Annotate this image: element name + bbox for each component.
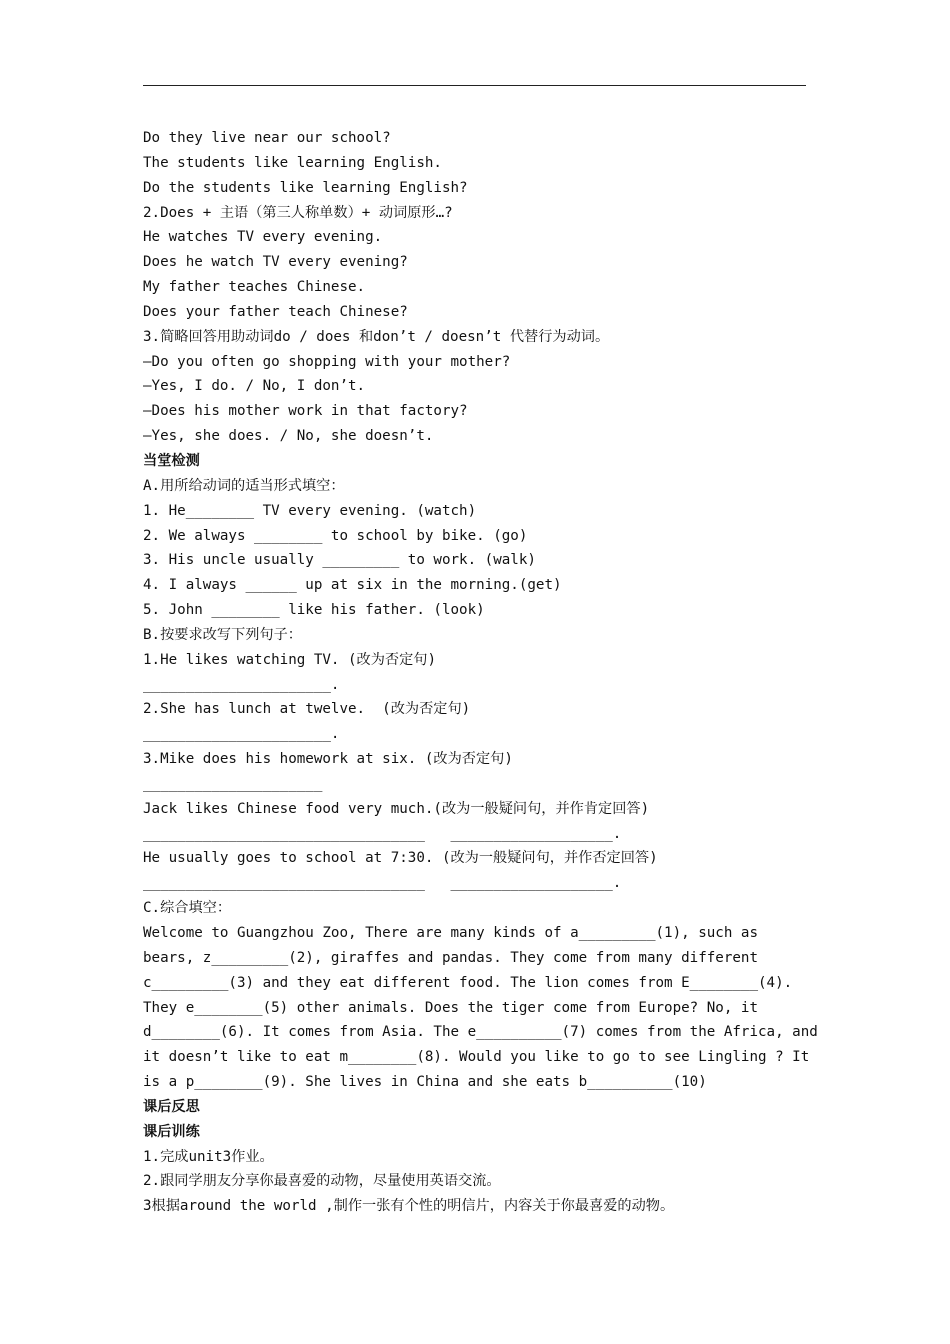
- exercise-item: 2.She has lunch at twelve. (改为否定句): [143, 701, 471, 718]
- text-line: A.用所给动词的适当形式填空：: [143, 477, 345, 494]
- text-line: C.综合填空：: [143, 900, 232, 917]
- section-heading: 课后反思: [143, 1098, 200, 1115]
- text-line: B.按要求改写下列句子：: [143, 626, 302, 643]
- exercise-item: 5. John ________ like his father. (look): [143, 602, 485, 619]
- cloze-line: c_________(3) and they eat different food. The lion comes from E________(4).: [143, 974, 793, 991]
- text-line: —Yes, I do. / No, I don’t.: [143, 378, 366, 395]
- document-body: [143, 126, 818, 1219]
- text-line: Does your father teach Chinese?: [143, 303, 408, 320]
- text-line: The students like learning English.: [143, 154, 442, 171]
- cloze-line: Welcome to Guangzhou Zoo, There are many kinds of a_________(1), such as: [143, 925, 758, 941]
- exercise-item: 4. I always ______ up at six in the morning.(get): [143, 577, 562, 594]
- text-line: 2.Does + 主语（第三人称单数）+ 动词原形…?: [143, 204, 453, 221]
- exercise-item: 1. He________ TV every evening. (watch): [143, 502, 477, 519]
- text-line: Do the students like learning English?: [143, 179, 468, 196]
- exercise-item: 3. His uncle usually _________ to work. (walk): [143, 552, 536, 569]
- cloze-line: bears, z_________(2), giraffes and pandas. They come from many different: [143, 949, 758, 966]
- text-line: Does he watch TV every evening?: [143, 254, 408, 271]
- text-line: He watches TV every evening.: [143, 229, 383, 246]
- text-line: Do they live near our school?: [143, 130, 391, 146]
- cloze-line: They e________(5) other animals. Does the tiger come from Europe? No, it: [143, 999, 758, 1016]
- text-line: —Does his mother work in that factory?: [143, 403, 468, 420]
- text-line: 2.跟同学朋友分享你最喜爱的动物，尽量使用英语交流。: [143, 1173, 501, 1190]
- text-line: 3根据around the world ,制作一张有个性的明信片，内容关于你最喜爱的动物。: [143, 1198, 675, 1215]
- text-line: 3.简略回答用助动词do / does 和don’t / doesn’t 代替行为动词。: [143, 328, 610, 345]
- answer-blank: ______________________.: [143, 676, 340, 693]
- exercise-item: Jack likes Chinese food very much.(改为一般疑问句，并作肯定回答): [143, 800, 650, 817]
- cloze-line: d________(6). It comes from Asia. The e__________(7) comes from the Africa, and: [143, 1024, 818, 1041]
- cloze-line: it doesn’t like to eat m________(8). Would you like to go to see Lingling ? It: [143, 1049, 810, 1066]
- section-heading: 当堂检测: [143, 452, 200, 469]
- text-line: My father teaches Chinese.: [143, 279, 366, 296]
- answer-blank: _________________________________ ___________________.: [143, 825, 622, 842]
- exercise-item: 1.He likes watching TV. (改为否定句): [143, 651, 437, 668]
- section-heading: 课后训练: [143, 1123, 200, 1140]
- exercise-item: He usually goes to school at 7:30. (改为一般疑问句，并作否定回答): [143, 850, 658, 867]
- answer-blank: _________________________________ ___________________.: [143, 875, 622, 892]
- answer-blank: _____________________: [143, 775, 323, 792]
- text-line: —Do you often go shopping with your mother?: [143, 353, 511, 370]
- text-line: 1.完成unit3作业。: [143, 1148, 274, 1165]
- exercise-item: 3.Mike does his homework at six. (改为否定句): [143, 751, 513, 768]
- header-rule: [143, 85, 806, 86]
- exercise-item: 2. We always ________ to school by bike. (go): [143, 527, 528, 544]
- text-line: —Yes, she does. / No, she doesn’t.: [143, 428, 434, 445]
- cloze-line: is a p________(9). She lives in China and she eats b__________(10): [143, 1074, 707, 1091]
- answer-blank: ______________________.: [143, 726, 340, 743]
